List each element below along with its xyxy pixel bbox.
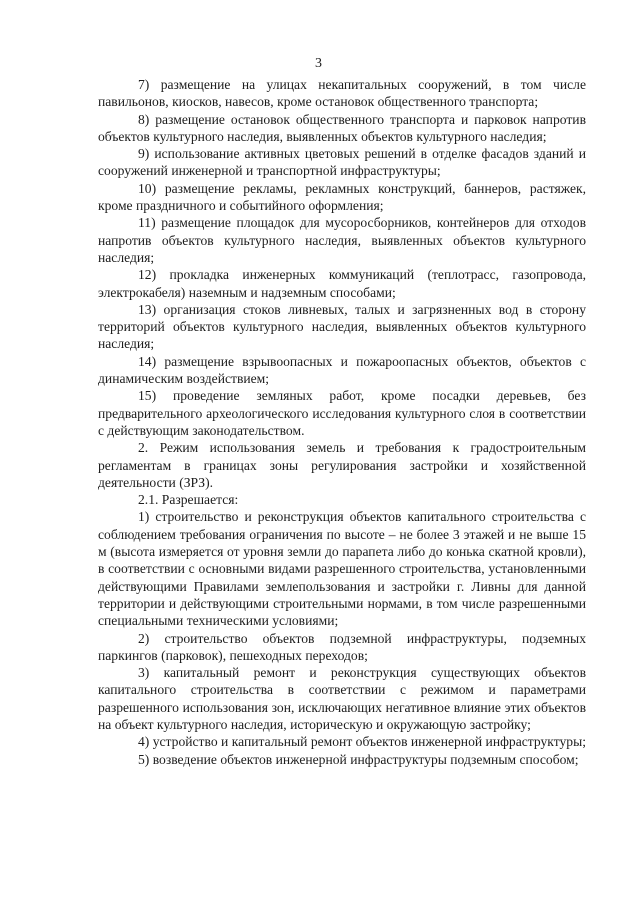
document-body bbox=[98, 76, 586, 768]
allowed-item-2: 2) строительство объектов подземной инфраструктуры, подземных паркингов (парковок), пешеходных переходов; bbox=[98, 630, 586, 663]
paragraph-item-12: 12) прокладка инженерных коммуникаций (теплотрасс, газопровода, электрокабеля) наземным и надземным способами; bbox=[98, 267, 586, 300]
subsection-heading-2-1: 2.1. Разрешается: bbox=[138, 492, 239, 508]
allowed-item-3: 3) капитальный ремонт и реконструкция существующих объектов капитального строительства в соответствии с режимом и параметрами разрешенного использования зон, исключающих негативное влияние этих объектов на объект культурного наследия, историческую и окружающую застройку; bbox=[98, 665, 586, 732]
allowed-item-5: 5) возведение объектов инженерной инфраструктуры подземным способом; bbox=[138, 751, 579, 767]
paragraph-item-8: 8) размещение остановок общественного транспорта и парковок напротив объектов культурного наследия, выявленных объектов культурного наследия; bbox=[98, 111, 586, 144]
section-heading-2: 2. Режим использования земель и требования к градостроительным регламентам в границах зоны регулирования застройки и хозяйственной деятельности (ЗРЗ). bbox=[98, 440, 586, 490]
paragraph-item-14: 14) размещение взрывоопасных и пожароопасных объектов, объектов с динамическим воздействием; bbox=[98, 353, 586, 387]
paragraph-item-13: 13) организация стоков ливневых, талых и загрязненных вод в сторону территорий объектов культурного наследия, выявленных объектов культурного наследия; bbox=[98, 301, 586, 352]
paragraph-item-7: 7) размещение на улицах некапитальных сооружений, в том числе павильонов, киосков, навесов, кроме остановок общественного транспорта; bbox=[98, 77, 586, 110]
allowed-item-1: 1) строительство и реконструкция объектов капитального строительства с соблюдением требования ограничения по высоте – не более 3 этажей и не выше 15 м (высота измеряется от уровня земли до парапета либо до конька скатной кровли), в соответствии с основными видами разрешенного строительства, установленными действующими Правилами землепользования и застройки г. Ливны для данной территории и действующими строительными нормами, в том числе разрешенными специальными техническими условиями; bbox=[98, 509, 586, 629]
allowed-item-4: 4) устройство и капитальный ремонт объектов инженерной инфраструктуры; bbox=[138, 734, 586, 750]
paragraph-item-11: 11) размещение площадок для мусоросборников, контейнеров для отходов напротив объектов культурного наследия, выявленных объектов культурного наследия; bbox=[98, 215, 586, 265]
paragraph-item-15: 15) проведение земляных работ, кроме посадки деревьев, без предварительного археологического исследования культурного слоя в соответствии с действующим законодательством. bbox=[98, 388, 586, 438]
paragraph-item-9: 9) использование активных цветовых решений в отделке фасадов зданий и сооружений инженерной и транспортной инфраструктуры; bbox=[98, 146, 586, 179]
paragraph-item-10: 10) размещение рекламы, рекламных конструкций, баннеров, растяжек, кроме праздничного и событийного оформления; bbox=[98, 180, 586, 214]
page-number: 3 bbox=[315, 56, 322, 71]
